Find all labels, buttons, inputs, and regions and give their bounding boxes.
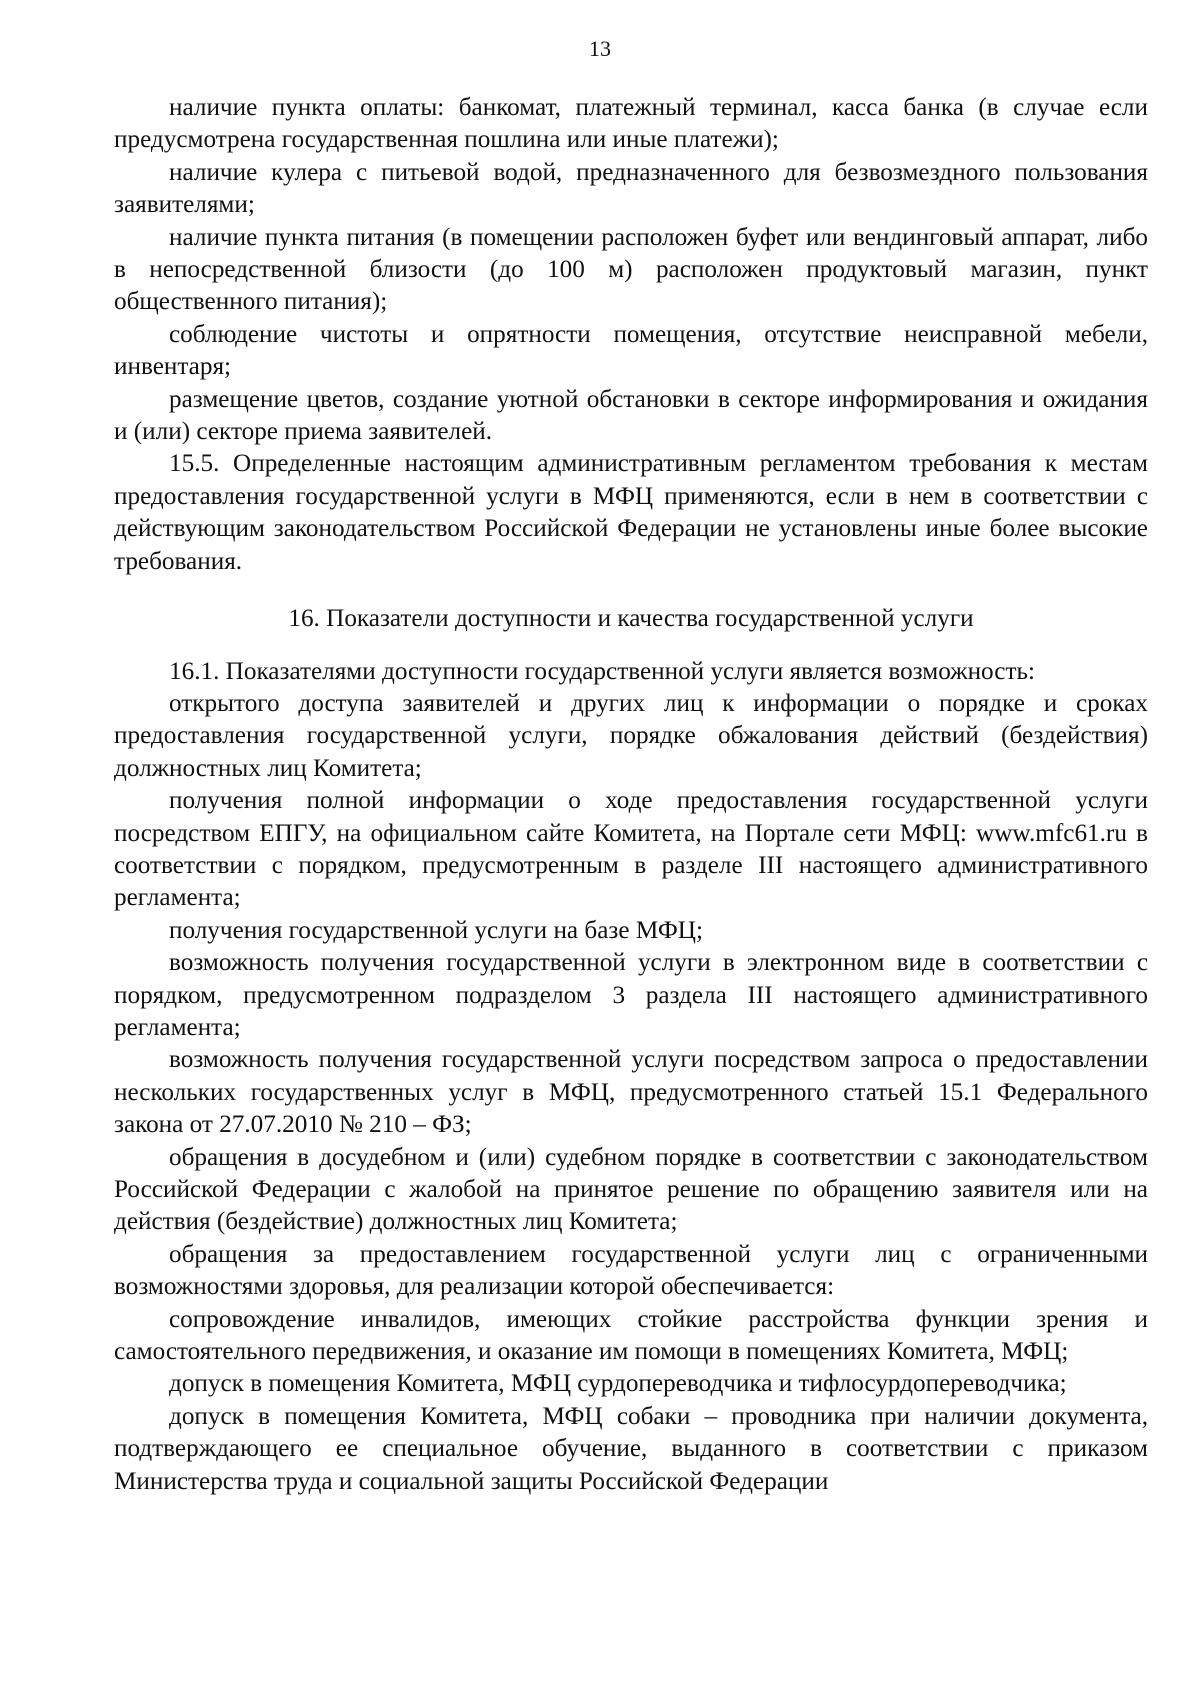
paragraph-multiple-services: возможность получения государственной услуги посредством запроса о предоставлении нескольких государственных услуг в МФЦ, предусмотренного статьей 15.1 Федерального закона от 27.07.2010 № 210 – ФЗ; — [114, 1046, 1148, 1139]
paragraph-full-information: получения полной информации о ходе предоставления государственной услуги посредством ЕПГУ, на официальном сайте Комитета, на Портале сети МФЦ: www.mfc61.ru в соответствии с порядком, предусмотренным в разделе III настоящего административного регламента; — [114, 787, 1148, 912]
paragraph-appeal: обращения в досудебном и (или) судебном порядке в соответствии с законодательством Российской Федерации с жалобой на принятое решение по обращению заявителя или на действия (бездействие) должностных лиц Комитета; — [114, 1143, 1148, 1236]
document-body — [114, 92, 1148, 1498]
paragraph-sign-interpreter: допуск в помещения Комитета, МФЦ сурдопереводчика и тифлосурдопереводчика; — [169, 1370, 1067, 1398]
paragraph-escort: сопровождение инвалидов, имеющих стойкие расстройства функции зрения и самостоятельного передвижения, и оказание им помощи в помещениях Комитета, МФЦ; — [114, 1305, 1148, 1366]
paragraph-payment-point: наличие пункта оплаты: банкомат, платежный терминал, касса банка (в случае если предусмотрена государственная пошлина или иные платежи); — [114, 94, 1148, 154]
paragraph-flowers: размещение цветов, создание уютной обстановки в секторе информирования и ожидания и (или) секторе приема заявителей. — [114, 385, 1148, 446]
section-heading: 16. Показатели доступности и качества государственной услуги — [288, 605, 974, 633]
paragraph-electronic-service: возможность получения государственной услуги в электронном виде в соответствии с порядком, предусмотренном подразделом 3 раздела III настоящего административного регламента; — [114, 949, 1148, 1041]
paragraph-16-1: 16.1. Показателями доступности государственной услуги является возможность: — [169, 657, 1035, 685]
paragraph-open-access: открытого доступа заявителей и других лиц к информации о порядке и сроках предоставления государственной услуги, порядке обжалования действий (бездействия) должностных лиц Комитета; — [114, 689, 1148, 782]
page-number: 13 — [589, 36, 611, 61]
paragraph-water-cooler: наличие кулера с питьевой водой, предназначенного для безвозмездного пользования заявителями; — [114, 158, 1148, 219]
paragraph-mfc-service: получения государственной услуги на базе МФЦ; — [169, 916, 703, 944]
paragraph-disabilities: обращения за предоставлением государственной услуги лиц с ограниченными возможностями здоровья, для реализации которой обеспечивается: — [114, 1240, 1148, 1301]
paragraph-food-point: наличие пункта питания (в помещении расположен буфет или вендинговый аппарат, либо в непосредственной близости (до 100 м) расположен продуктовый магазин, пункт общественного питания); — [114, 223, 1148, 316]
paragraph-guide-dog: допуск в помещения Комитета, МФЦ собаки – проводника при наличии документа, подтверждающего ее специальное обучение, выданного в соответствии с приказом Министерства труда и социальной защиты Российской Федерации — [114, 1402, 1148, 1495]
paragraph-15-5: 15.5. Определенные настоящим административным регламентом требования к местам предоставления государственной услуги в МФЦ применяются, если в нем в соответствии с действующим законодательством Российской Федерации не установлены иные более высокие требования. — [114, 450, 1148, 575]
paragraph-cleanliness: соблюдение чистоты и опрятности помещения, отсутствие неисправной мебели, инвентаря; — [114, 320, 1148, 381]
